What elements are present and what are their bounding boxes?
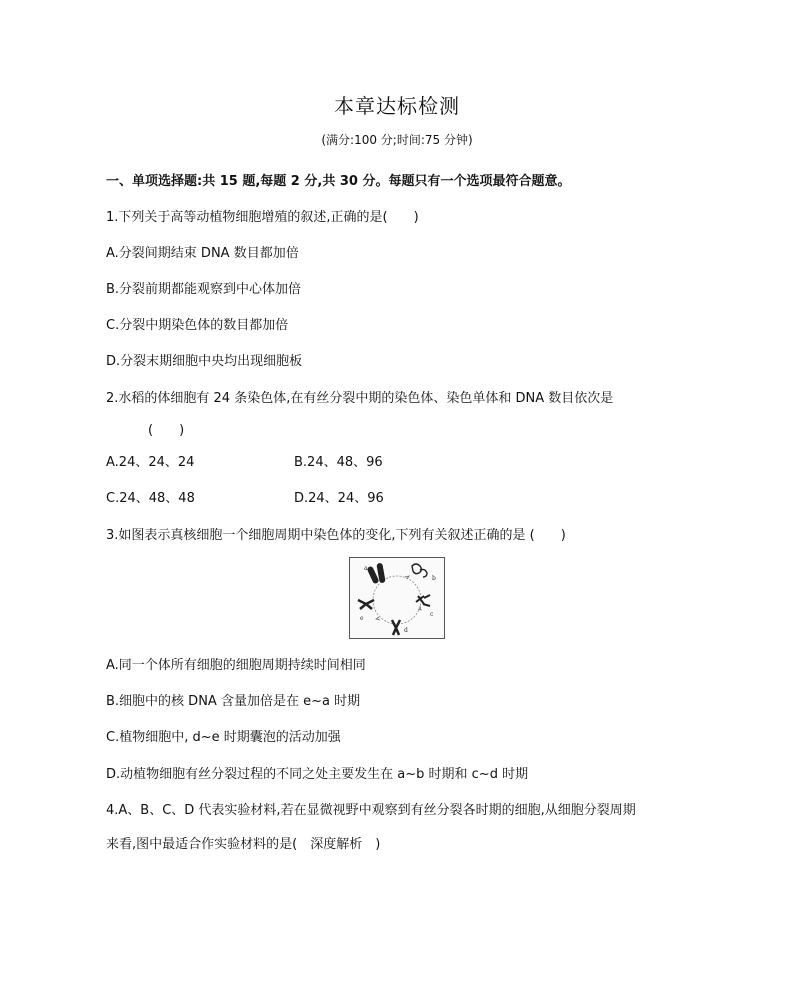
figure-label-d: d xyxy=(404,627,408,634)
figure-label-e: e xyxy=(360,615,364,622)
question-1-option-a[interactable]: A.分裂间期结束 DNA 数目都加倍 xyxy=(106,246,299,261)
question-1-option-d[interactable]: D.分裂末期细胞中央均出现细胞板 xyxy=(106,354,303,369)
question-2-stem: 2.水稻的体细胞有 24 条染色体,在有丝分裂中期的染色体、染色单体和 DNA 数目依次是 xyxy=(106,391,614,406)
question-4-stem-line-2: 来看,图中最适合作实验材料的是( 深度解析 ) xyxy=(106,837,381,852)
question-3-option-a[interactable]: A.同一个体所有细胞的细胞周期持续时间相同 xyxy=(106,658,366,673)
chromosome-e-shape xyxy=(358,600,374,609)
question-1-option-b[interactable]: B.分裂前期都能观察到中心体加倍 xyxy=(106,282,302,297)
question-2-option-d[interactable]: D.24、24、96 xyxy=(294,491,384,506)
cell-cycle-figure xyxy=(349,557,445,639)
figure-label-c: c xyxy=(430,611,434,618)
question-1-stem: 1.下列关于高等动植物细胞增殖的叙述,正确的是( ) xyxy=(106,210,419,225)
page-subtitle: (满分:100 分;时间:75 分钟) xyxy=(321,133,473,147)
section-heading: 一、单项选择题:共 15 题,每题 2 分,共 30 分。每题只有一个选项最符合题意。 xyxy=(106,174,571,189)
question-1-option-c[interactable]: C.分裂中期染色体的数目都加倍 xyxy=(106,318,289,333)
question-2-answer-paren: ( ) xyxy=(148,423,185,438)
question-4-stem-line-1: 4.A、B、C、D 代表实验材料,若在显微视野中观察到有丝分裂各时期的细胞,从细胞分裂周期 xyxy=(106,803,636,818)
question-2-option-b[interactable]: B.24、48、96 xyxy=(294,455,383,470)
page-title: 本章达标检测 xyxy=(334,94,460,118)
question-3-option-c[interactable]: C.植物细胞中, d~e 时期囊泡的活动加强 xyxy=(106,730,341,745)
chromosome-d-shape xyxy=(392,620,400,635)
chromosome-a-shape xyxy=(366,563,385,585)
figure-label-a: a xyxy=(364,565,368,572)
question-2-option-a[interactable]: A.24、24、24 xyxy=(106,455,195,470)
question-3-stem: 3.如图表示真核细胞一个细胞周期中染色体的变化,下列有关叙述正确的是 ( ) xyxy=(106,528,566,543)
question-3-option-b[interactable]: B.细胞中的核 DNA 含量加倍是在 e~a 时期 xyxy=(106,694,361,709)
figure-label-b: b xyxy=(432,575,436,582)
question-2-option-c[interactable]: C.24、48、48 xyxy=(106,491,195,506)
question-3-option-d[interactable]: D.动植物细胞有丝分裂过程的不同之处主要发生在 a~b 时期和 c~d 时期 xyxy=(106,767,529,782)
cell-cycle-diagram xyxy=(350,558,444,638)
chromosome-b-shape xyxy=(412,564,427,577)
chromosome-c-shape xyxy=(416,595,430,606)
